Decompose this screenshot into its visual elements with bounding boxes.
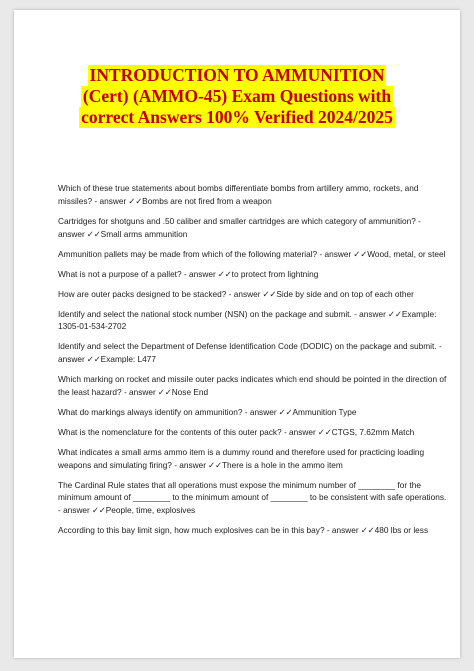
checkmark-icon: ✓✓ [360, 525, 375, 536]
qa-item [58, 288, 450, 301]
title-line: correct Answers 100% Verified 2024/2025 [81, 107, 393, 127]
question-text: How are outer packs designed to be stacked? - answer [58, 288, 261, 299]
qa-item [58, 479, 450, 517]
answer-text: Example: 1305-01-534-2702 [58, 308, 437, 332]
title-line: INTRODUCTION TO AMMUNITION [89, 65, 385, 85]
checkmark-icon: ✓✓ [208, 459, 222, 470]
question-text: Ammunition pallets may be made from which of the following material? - answer [58, 248, 352, 259]
question-text: What indicates a small arms ammo item is a dummy round and therefore used for practicing loading weapons and simulating firing? - answer [58, 446, 425, 470]
document-page [14, 10, 460, 658]
qa-item [58, 373, 450, 399]
qa-item [58, 524, 450, 537]
answer-text: Example: L477 [100, 354, 157, 365]
qa-item [58, 248, 450, 261]
checkmark-icon: ✓✓ [91, 505, 106, 516]
checkmark-icon: ✓✓ [86, 354, 101, 365]
answer-text: Side by side and on top of each other [276, 288, 414, 299]
question-text: Cartridges for shotguns and .50 caliber and smaller cartridges are which category of ammunition? - answer [58, 215, 421, 239]
question-text: What do markings always identify on ammunition? - answer [58, 406, 277, 417]
qa-item [58, 268, 450, 281]
question-text: What is the nomenclature for the contents of this outer pack? - answer [58, 426, 316, 437]
question-text: According to this bay limit sign, how much explosives can be in this bay? - answer [58, 525, 359, 536]
qa-item [58, 426, 450, 439]
qa-item [58, 308, 450, 334]
answer-text: Small arms ammunition [100, 228, 188, 239]
checkmark-icon: ✓✓ [278, 406, 293, 417]
checkmark-icon: ✓✓ [317, 426, 332, 437]
answer-text: CTGS, 7.62mm Match [331, 426, 415, 437]
answer-text: Nose End [171, 386, 209, 397]
qa-item [58, 340, 450, 366]
checkmark-icon: ✓✓ [217, 268, 232, 279]
answer-text: Ammunition Type [292, 406, 357, 417]
checkmark-icon: ✓✓ [86, 228, 101, 239]
document-title [62, 65, 412, 128]
checkmark-icon: ✓✓ [353, 248, 368, 259]
qa-item [58, 182, 450, 208]
question-text: Identify and select the national stock number (NSN) on the package and submit. - answer [58, 308, 386, 319]
checkmark-icon: ✓✓ [128, 195, 143, 206]
question-answer-list [58, 182, 450, 544]
checkmark-icon: ✓✓ [157, 386, 172, 397]
answer-text: Wood, metal, or steel [367, 248, 446, 259]
answer-text: 480 lbs or less [374, 525, 429, 536]
checkmark-icon: ✓✓ [387, 308, 402, 319]
qa-item [58, 215, 450, 241]
question-text: What is not a purpose of a pallet? - answer [58, 268, 216, 279]
question-text: The Cardinal Rule states that all operations must expose the minimum number of ________ for the minimum amount of ________ to the minimum amount of ________ to be consistent with safe operations. - answer [58, 479, 447, 516]
checkmark-icon: ✓✓ [262, 288, 277, 299]
answer-text: Bombs are not fired from a weapon [142, 195, 272, 206]
qa-item [58, 406, 450, 419]
answer-text: People, time, explosives [105, 505, 196, 516]
title-line: (Cert) (AMMO-45) Exam Questions with [82, 86, 392, 106]
question-text: Identify and select the Department of Defense Identification Code (DODIC) on the package and submit. - answer [58, 341, 442, 365]
answer-text: to protect from lightning [231, 268, 319, 279]
qa-item [58, 446, 450, 472]
question-text: Which of these true statements about bombs differentiate bombs from artillery ammo, rockets, and missiles? - answer [58, 183, 419, 206]
answer-text: There is a hole in the ammo item [221, 459, 343, 470]
question-text: Which marking on rocket and missile outer packs indicates which end should be pointed in the direction of the least hazard? - answer [58, 374, 447, 397]
